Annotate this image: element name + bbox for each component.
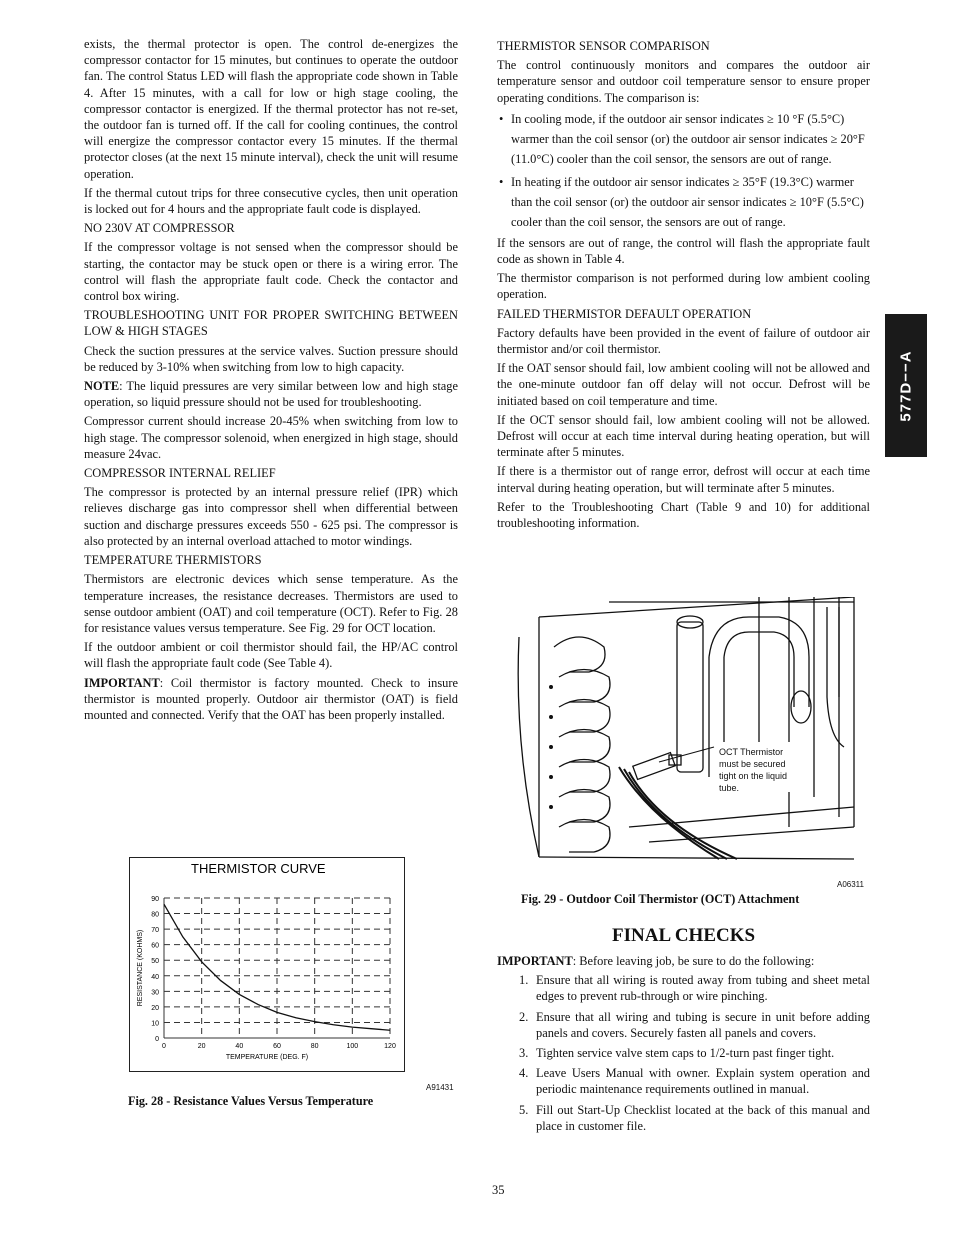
section-heading: THERMISTOR SENSOR COMPARISON — [497, 39, 710, 53]
item-text: Fill out Start-Up Checklist located at the back of this manual and place in customer file. — [536, 1102, 870, 1133]
important-label: IMPORTANT — [84, 675, 160, 690]
bullet-text: In heating if the outdoor air sensor indicates ≥ 35°F (19.3°C) warmer than the coil sensor (or) the outdoor air sensor indicates ≥ 10°F (5.5°C) cooler than the coil sensor, the sensors are out of range. — [511, 174, 864, 229]
important-paragraph — [84, 675, 458, 724]
list-item — [497, 1045, 870, 1061]
paragraph: Thermistors are electronic devices which sense temperature. As the temperature increases, the resistance decreases. Thermistors are used to sense outdoor ambient (OAT) and coil temperature (OCT). Refer to Fig. 28 for resistance values versus temperature. See Fig. 29 for OCT location. — [84, 572, 458, 635]
item-text: Tighten service valve stem caps to 1/2-turn past finger tight. — [536, 1046, 835, 1061]
item-number: 1. — [519, 973, 529, 988]
callout-line-3: tight on the liquid — [719, 771, 788, 781]
callout-line — [659, 747, 714, 762]
paragraph: exists, the thermal protector is open. The control de-energizes the compressor contactor for 15 minutes, but continues to operate the outdoor fan. The control Status LED will flash the appropriate code shown in Table 4. After 15 minutes, with a call for low or high stage cooling, the compressor contactor is energized. If the thermal protector has not re-set, the outdoor fan is turned off. If the call for cooling continues, the control will energize the compressor contactor every 15 minutes. If the thermal protector closes (at the next 15 minute interval), check the unit will resume operation. — [84, 37, 458, 181]
section-heading: TROUBLESHOOTING UNIT FOR PROPER SWITCHING BETWEEN LOW & HIGH STAGES — [84, 308, 458, 339]
y-tick-label: 0 — [155, 1036, 159, 1043]
y-tick-label: 60 — [151, 942, 159, 950]
section-heading: FAILED THERMISTOR DEFAULT OPERATION — [497, 306, 752, 321]
paragraph: The control continuously monitors and compares the outdoor air temperature sensor and outdoor coil temperature sensor to ensure proper operating conditions. The comparison is: — [497, 58, 870, 105]
paragraph: If the OCT sensor should fail, low ambient cooling will not be allowed. Defrost will occur at each time interval during heating operation, but will terminate after 5 minutes. — [497, 412, 870, 460]
y-tick-label: 20 — [151, 1004, 159, 1012]
coil-thermistor-illustration — [509, 597, 859, 874]
x-tick-label: 20 — [197, 1043, 206, 1050]
bullet-item — [497, 109, 870, 169]
item-text: Ensure that all wiring and tubing is secure in unit before adding panels and covers. Securely fasten all panels and covers. — [536, 1009, 870, 1040]
bullet-text: In cooling mode, if the outdoor air sensor indicates ≥ 10 °F (5.5°C) warmer than the coil sensor (or) the outdoor air sensor indicates ≥ 20°F (11.0°C) cooler than the coil sensor, the sensors are out of range. — [511, 111, 865, 166]
list-item — [497, 1009, 870, 1041]
list-item — [497, 972, 870, 1004]
bullet-icon: • — [499, 111, 504, 126]
x-tick-label: 120 — [384, 1043, 396, 1050]
paragraph: The compressor is protected by an internal pressure relief (IPR) which relieves discharge gas into compressor shell when differential between suction and discharge pressures exceeds 550 - 625 psi. The compressor is also protected by an internal overload attached to motor windings. — [84, 485, 458, 548]
thermistor-chart — [130, 858, 404, 1071]
y-tick-label: 80 — [151, 911, 159, 919]
right-column — [497, 36, 870, 534]
callout-line-2: must be secured — [719, 759, 786, 769]
bullet-item — [497, 172, 870, 232]
figure-code: A91431 — [426, 1083, 454, 1092]
important-text: : Before leaving job, be sure to do the following: — [572, 954, 815, 968]
paragraph: If the sensors are out of range, the control will flash the appropriate fault code as shown in Table 4. — [497, 235, 870, 267]
bullet-icon: • — [499, 174, 504, 189]
y-tick-label: 40 — [151, 973, 159, 981]
y-tick-label: 90 — [151, 896, 159, 903]
note-label: NOTE — [84, 379, 120, 394]
left-column — [84, 36, 458, 726]
section-tab-label: 577D−−A — [897, 349, 915, 422]
list-item — [497, 1065, 870, 1097]
thermistor-chart-frame — [129, 857, 405, 1072]
coil-drawing — [509, 597, 859, 874]
chart-title: THERMISTOR CURVE — [191, 861, 326, 876]
section-tab — [885, 314, 927, 457]
important-paragraph — [497, 953, 870, 969]
section-heading: NO 230V AT COMPRESSOR — [84, 221, 235, 236]
figure-caption: Fig. 28 - Resistance Values Versus Temperature — [128, 1094, 374, 1108]
paragraph: Factory defaults have been provided in the event of failure of outdoor air thermistor and/or coil thermistor. — [497, 325, 870, 357]
x-axis-label: TEMPERATURE (DEG. F) — [225, 1054, 309, 1061]
item-text: Ensure that all wiring is routed away from tubing and sheet metal edges to prevent rub-through or wire pinching. — [536, 973, 870, 1004]
figure-caption: Fig. 29 - Outdoor Coil Thermistor (OCT) Attachment — [521, 892, 800, 906]
note-text: : The liquid pressures are very similar between low and high stage operation, so liquid pressure should not be used for troubleshooting. — [84, 379, 458, 410]
y-tick-label: 70 — [151, 927, 159, 935]
x-tick-label: 80 — [310, 1043, 319, 1050]
paragraph: If the compressor voltage is not sensed when the compressor should be starting, the contactor may be stuck open or there is a wiring error. The control will flash the appropriate fault code. Check the contactor and control box wiring. — [84, 240, 458, 304]
paragraph: Check the suction pressures at the service valves. Suction pressure should be reduced by 3-10% when switching from low to high capacity. — [84, 343, 458, 374]
callout-line-4: tube. — [719, 783, 740, 793]
page-number: 35 — [492, 1183, 505, 1197]
section-heading: COMPRESSOR INTERNAL RELIEF — [84, 466, 276, 481]
x-tick-label: 40 — [235, 1043, 244, 1050]
paragraph: If there is a thermistor out of range error, defrost will occur at each time interval during heating operation, but will terminate after 5 minutes. — [497, 464, 870, 495]
note-paragraph — [84, 378, 458, 410]
important-label: IMPORTANT — [497, 954, 573, 968]
item-number: 3. — [519, 1046, 529, 1061]
paragraph: Refer to the Troubleshooting Chart (Table 9 and 10) for additional troubleshooting information. — [497, 499, 870, 531]
paragraph: If the outdoor ambient or coil thermistor should fail, the HP/AC control will flash the appropriate fault code (See Table 4). — [84, 640, 458, 671]
paragraph: If the thermal cutout trips for three consecutive cycles, then unit operation is locked out for 4 hours and the appropriate fault code is displayed. — [84, 185, 458, 217]
item-text: Leave Users Manual with owner. Explain system operation and periodic maintenance requirements outlined in manual. — [536, 1066, 870, 1097]
callout-line-1: OCT Thermistor — [719, 747, 784, 757]
paragraph: The thermistor comparison is not performed during low ambient cooling operation. — [497, 271, 870, 302]
x-tick-label: 60 — [273, 1043, 281, 1050]
y-tick-label: 30 — [151, 989, 159, 997]
figure-code: A06311 — [837, 880, 864, 889]
final-checks-list — [497, 972, 870, 1134]
paragraph: If the OAT sensor should fail, low ambient cooling will not be allowed and the one-minute outdoor fan off delay will not occur. Defrost will be initiated based on coil temperature and time. — [497, 361, 870, 408]
y-axis-label: RESISTANCE (KOHMS) — [137, 929, 144, 1007]
item-number: 2. — [519, 1009, 529, 1024]
list-item — [497, 1102, 870, 1134]
final-checks-section — [497, 953, 870, 1138]
item-number: 4. — [519, 1066, 529, 1081]
x-tick-label: 100 — [346, 1043, 359, 1050]
y-tick-label: 50 — [151, 958, 159, 966]
section-heading: TEMPERATURE THERMISTORS — [84, 553, 262, 568]
item-number: 5. — [519, 1102, 529, 1117]
paragraph: Compressor current should increase 20-45% when switching from low to high stage. The compressor solenoid, when energized in high stage, should measure 24vac. — [84, 414, 458, 461]
x-tick-label: 0 — [162, 1043, 166, 1050]
final-checks-title: FINAL CHECKS — [612, 925, 756, 946]
important-text: : Coil thermistor is factory mounted. Check to insure thermistor is mounted properly. Outdoor air thermistor (OAT) is field mounted and connected. Verify that the OAT has been properly installed. — [84, 675, 458, 722]
y-tick-label: 10 — [151, 1020, 159, 1028]
